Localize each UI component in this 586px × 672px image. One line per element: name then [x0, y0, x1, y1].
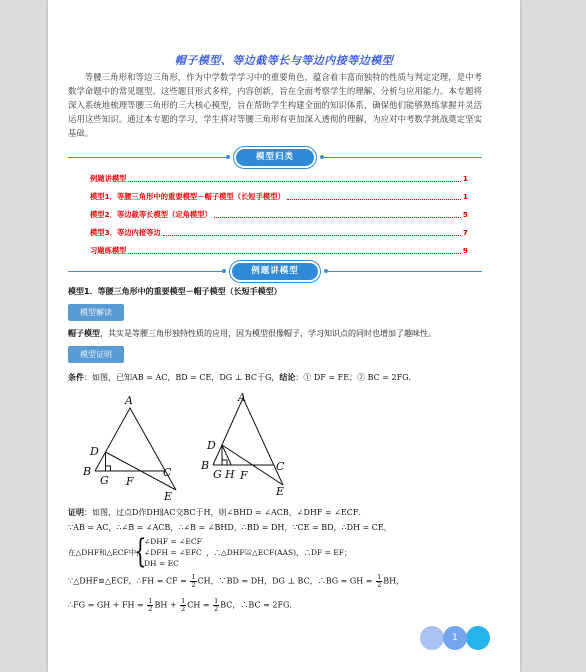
- intro-paragraph: 等腰三角形和等边三角形，作为中学数学学习中的重要角色，蕴含着丰富而独特的性质与判定定理，是中考数学命题中的常见题型。这些题目形式多样，内容创新，旨在全面考察学生的理解、分析与应用能力。本专题将深入系统地梳理等腰三角形的三大核心模型，旨在帮助学生构建全面的知识体系，确保他们能够熟练掌握并灵活运用这些知识。通过本专题的学习，学生将对等腰三角形有更加深入透彻的理解，为应对中考数学挑战奠定坚实基础。: [68, 72, 482, 138]
- label-d: D: [207, 439, 216, 452]
- proof-line-5: [68, 598, 297, 613]
- divider-line-right: [322, 157, 482, 158]
- divider-line-right: [326, 271, 482, 272]
- condition-text: [68, 372, 417, 383]
- proof-segment: CH =: [187, 600, 213, 610]
- proof-line-1: [68, 507, 366, 518]
- proof-segment: BH +: [154, 600, 180, 610]
- label-e: E: [164, 490, 173, 503]
- proof-line-3-suffix: ，∴△DHF≌△ECF(AAS)，∴DF = EF；: [206, 548, 352, 557]
- fraction-denominator: 2: [148, 605, 153, 613]
- divider-dot: [320, 155, 324, 159]
- interpret-text: [68, 328, 436, 339]
- tag-interpret: 模型解读: [68, 304, 124, 321]
- fraction-half: [147, 598, 153, 613]
- label-g: G: [100, 474, 109, 487]
- divider-dot: [222, 269, 226, 273]
- interpret-body: ，其实是等腰三角形独特性质的应用，因为模型很像帽子，学习知识点的同时也增加了趣味性。: [100, 329, 436, 338]
- fraction-denominator: 2: [377, 581, 382, 589]
- page-number: 1: [443, 626, 467, 650]
- toc-entry[interactable]: [90, 244, 468, 256]
- toc-leader: [214, 217, 461, 218]
- model1-heading: 模型1．等腰三角形中的重要模型－帽子模型（长短手模型）: [68, 287, 282, 296]
- toc-label: 模型3．等边内接等边: [90, 228, 161, 237]
- toc-leader: [128, 181, 460, 182]
- right-right-angle-mark: [222, 460, 227, 465]
- toc-label: 习题练模型: [90, 246, 127, 255]
- toc-leader: [163, 235, 461, 236]
- label-g: G: [213, 468, 222, 481]
- brace-line-2: ∠DFH = ∠EFC: [144, 548, 202, 557]
- divider-line-left: [68, 271, 224, 272]
- divider-dot: [324, 269, 328, 273]
- right-triangle-sides: [213, 398, 283, 485]
- label-h: H: [225, 468, 235, 481]
- toc-page: 7: [462, 228, 468, 237]
- fraction-numerator: 1: [214, 597, 219, 605]
- toc-label: 模型1．等腰三角形中的重要模型－帽子模型（长短手模型）: [90, 192, 285, 201]
- brace-line-3: DH = EC: [144, 559, 179, 568]
- label-b: B: [83, 465, 92, 478]
- right-labels: [200, 391, 285, 498]
- proof-line-3-prefix: 在△DHF和△ECF中，: [68, 548, 144, 557]
- condition-label: 条件: [68, 373, 84, 382]
- label-e: E: [276, 485, 285, 498]
- conclusion-body: ：① DF = FE；② BC = 2FG．: [295, 373, 417, 382]
- proof-line-1-text: ：如图，过点D作DH∥AC交BC于H，则∠BHD = ∠ACB，∠DHF = ∠ECF．: [84, 508, 367, 517]
- proof-segment: BH，: [383, 576, 405, 586]
- fraction-numerator: 1: [377, 573, 382, 581]
- divider-line-left: [68, 157, 228, 158]
- label-f: F: [240, 469, 248, 482]
- proof-line-4: [68, 574, 404, 589]
- proof-segment: CH，∵BD = DH，DG ⊥ BC，∴BG = GH =: [197, 576, 376, 586]
- toc-entry[interactable]: [90, 172, 468, 184]
- label-a: A: [125, 394, 133, 407]
- toc-label: 模型2．等边截等长模型（定角模型）: [90, 210, 212, 219]
- fraction-numerator: 1: [191, 573, 196, 581]
- fraction-half: [213, 598, 219, 613]
- section-badge-examples: 例题讲模型: [232, 263, 318, 280]
- fraction-numerator: 1: [181, 597, 186, 605]
- label-f: F: [126, 475, 134, 488]
- condition-body: ：如图，已知AB = AC，BD = CE，DG ⊥ BC于G，: [84, 373, 280, 382]
- brace-line-1: ∠DHF = ∠ECF: [144, 537, 202, 546]
- toc-leader: [128, 253, 460, 254]
- fraction-numerator: 1: [148, 597, 153, 605]
- left-labels: [82, 394, 172, 503]
- label-c: C: [163, 466, 172, 479]
- proof-line-2: ∵AB = AC，∴∠B = ∠ACB，∴∠B = ∠BHD，∴BD = DH，∵CE = BD，∴DH = CE，: [68, 523, 392, 532]
- toc-page: 1: [462, 192, 468, 201]
- divider-dot: [226, 155, 230, 159]
- proof-label: 证明: [68, 508, 84, 517]
- toc-page: 5: [462, 210, 468, 219]
- label-c: C: [276, 460, 285, 473]
- proof-segment: ∴FG = GH + FH =: [68, 600, 147, 610]
- footer-circle-decor: [466, 626, 490, 650]
- page-title: 帽子模型、等边截等长与等边内接等边模型: [174, 54, 394, 67]
- footer-circle-decor: [420, 626, 444, 650]
- tag-proof: 模型证明: [68, 346, 124, 363]
- toc-page: 9: [462, 246, 468, 255]
- interpret-term: 帽子模型: [68, 329, 100, 338]
- toc-label: 例题讲模型: [90, 174, 127, 183]
- fraction-half: [190, 574, 196, 589]
- right-figure: [213, 398, 283, 485]
- fraction-denominator: 2: [214, 605, 219, 613]
- proof-segment: BC，∴BC = 2FG．: [220, 600, 298, 610]
- brace-symbol: {: [134, 531, 147, 570]
- section-badge-catalog: 模型归类: [236, 149, 314, 166]
- fraction-denominator: 2: [181, 605, 186, 613]
- label-a: A: [238, 391, 246, 404]
- toc-page: 1: [462, 174, 468, 183]
- geometry-figure: [68, 388, 308, 503]
- conclusion-label: 结论: [279, 373, 296, 382]
- label-b: B: [201, 459, 210, 472]
- label-d: D: [90, 445, 99, 458]
- left-right-angle-mark: [106, 466, 111, 471]
- toc-leader: [287, 199, 461, 200]
- fraction-half: [180, 598, 186, 613]
- toc-entry[interactable]: [90, 208, 468, 220]
- toc-entry[interactable]: [90, 226, 468, 238]
- fraction-denominator: 2: [191, 581, 196, 589]
- toc-entry[interactable]: [90, 190, 468, 202]
- proof-segment: ∵△DHF≌△ECF，∴FH = CF =: [68, 576, 190, 586]
- fraction-half: [376, 574, 382, 589]
